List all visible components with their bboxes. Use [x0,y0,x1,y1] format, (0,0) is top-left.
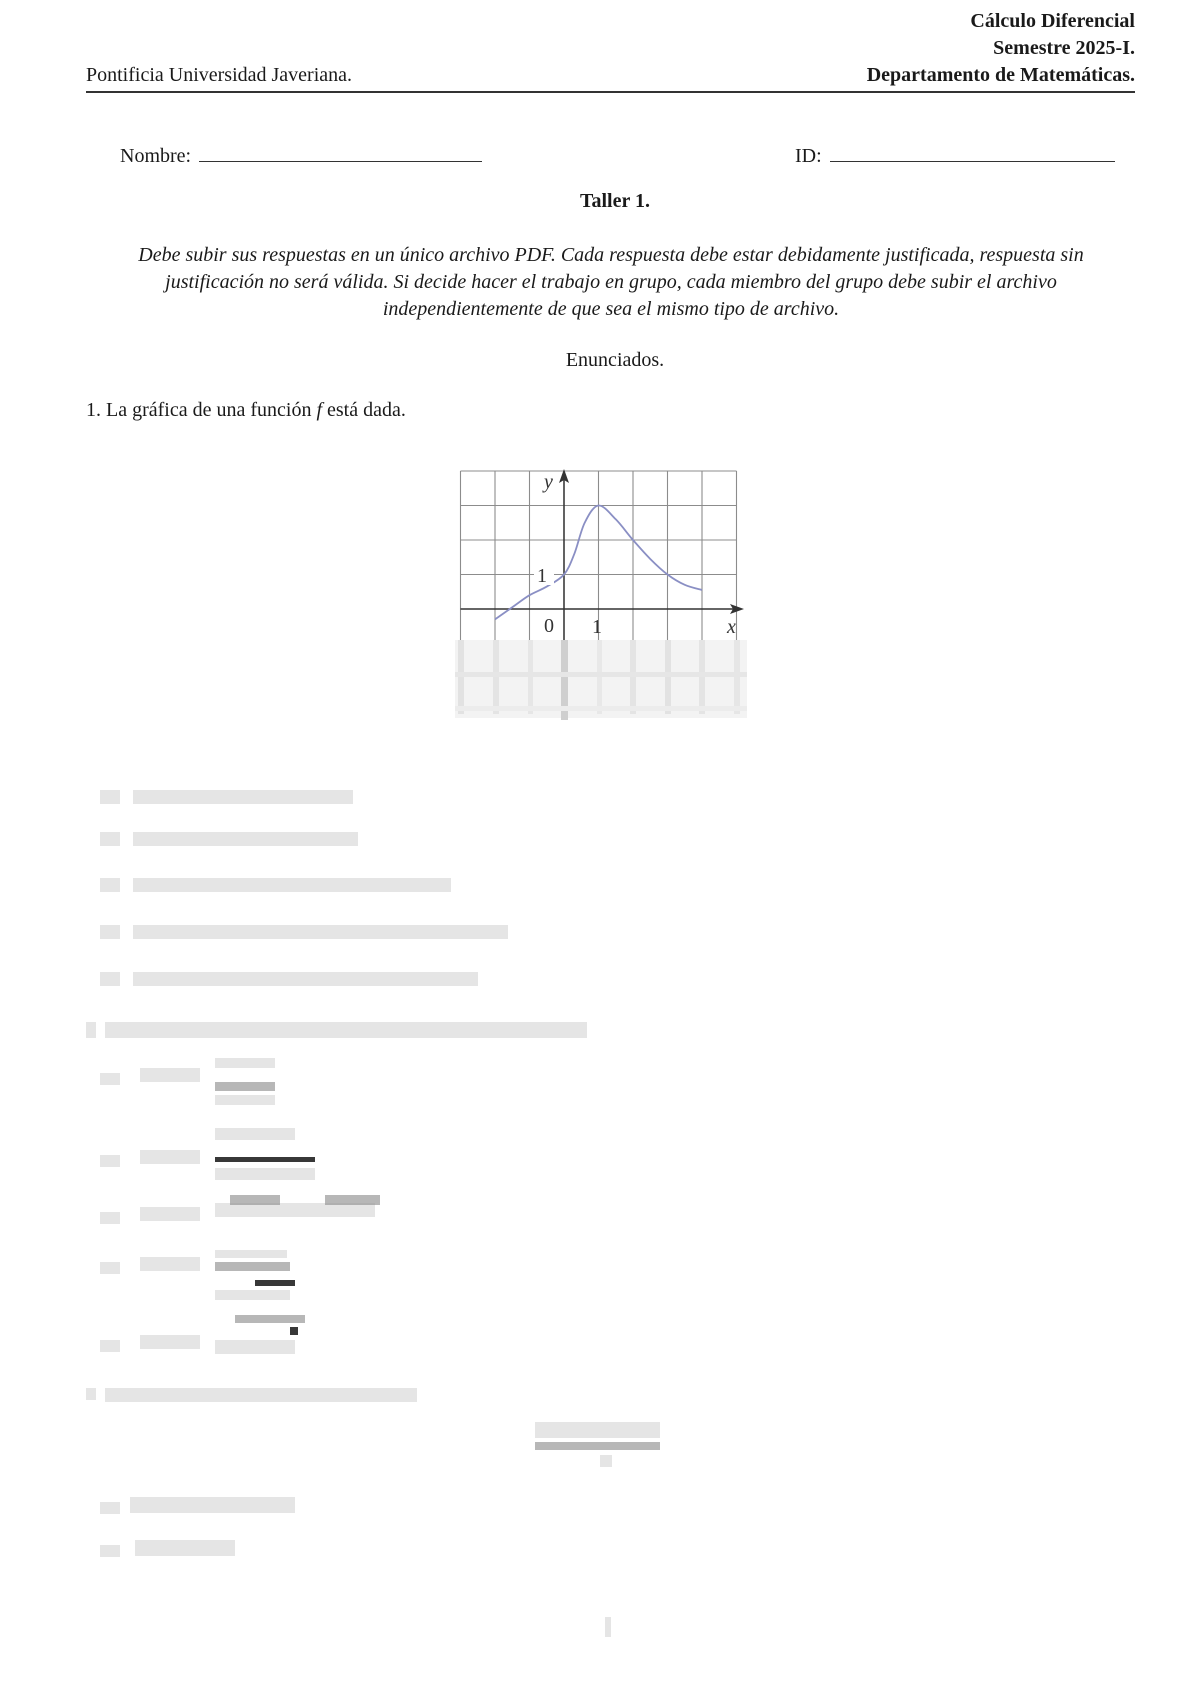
section-heading: Enunciados. [565,349,665,371]
blurred-text-block [100,1073,120,1085]
blurred-text-block [215,1128,295,1140]
blurred-text-block [100,1340,120,1352]
name-label: Nombre: [120,145,192,167]
x-tick-label-0: 0 [544,615,554,637]
question-1 [86,399,406,422]
blurred-text-block [133,790,353,804]
blurred-text-block [86,1022,96,1038]
blurred-text-block [130,1497,295,1513]
name-blank-line[interactable] [199,160,482,162]
blurred-text-block [140,1207,200,1221]
blurred-text-block [535,1442,660,1450]
blurred-text-block [215,1157,315,1162]
y-tick-label-1: 1 [537,565,547,587]
blurred-text-block [215,1250,287,1258]
blurred-text-block [100,1545,120,1557]
blurred-text-block [133,972,478,986]
blurred-text-block [100,878,120,892]
blurred-text-block [140,1335,200,1349]
name-field[interactable] [120,145,482,168]
id-blank-line[interactable] [830,160,1115,162]
blurred-text-block [600,1455,612,1467]
y-axis-label: y [544,471,553,493]
blurred-text-block [100,1212,120,1224]
course-header [867,8,1135,89]
question-text-after: está dada. [327,399,406,421]
graph-blurred-region [455,640,747,720]
department: Departamento de Matemáticas. [866,64,1135,86]
blurred-text-block [100,925,120,939]
blurred-text-block [100,1502,120,1514]
blurred-text-block [290,1327,298,1335]
instructions: Debe subir sus respuestas en un único archivo PDF. Cada respuesta debe estar debidamente justificada, respuesta sin justificación no será válida. Si decide hacer el trabajo en grupo, cada miembro del grupo debe subir el archivo independientemente de que sea el mismo tipo de archivo. [138,244,1084,320]
header-rule [86,91,1135,93]
blurred-text-block [215,1203,375,1217]
institution-name: Pontificia Universidad Javeriana. [86,64,353,86]
blurred-text-block [215,1082,275,1091]
blurred-text-block [105,1388,417,1402]
course-name: Cálculo Diferencial [970,10,1135,32]
id-field[interactable] [795,145,1115,168]
blurred-text-block [215,1168,315,1180]
blurred-text-block [215,1340,295,1354]
blurred-text-block [230,1195,280,1205]
blurred-text-block [133,925,508,939]
x-tick-label-1: 1 [592,616,602,638]
blurred-text-block [140,1068,200,1082]
function-graph [455,465,755,730]
blurred-text-block [105,1022,587,1038]
blurred-text-block [235,1315,305,1323]
blurred-text-block [215,1095,275,1105]
page-title: Taller 1. [579,190,650,212]
semester: Semestre 2025-I. [993,37,1135,59]
blurred-text-block [215,1058,275,1068]
id-label: ID: [795,145,822,167]
blurred-text-block [325,1195,380,1205]
blurred-text-block [215,1290,290,1300]
blurred-text-block [215,1262,290,1271]
blurred-text-block [100,1155,120,1167]
blurred-text-block [535,1422,660,1438]
blurred-text-block [86,1388,96,1400]
question-number: 1. [86,399,101,421]
blurred-text-block [135,1540,235,1556]
blurred-text-block [140,1150,200,1164]
blurred-text-block [100,832,120,846]
x-axis-label: x [727,616,736,638]
blurred-text-block [100,790,120,804]
blurred-text-block [133,832,358,846]
blurred-text-block [605,1617,611,1637]
question-text-before: La gráfica de una función [106,399,312,421]
blurred-text-block [140,1257,200,1271]
blurred-text-block [255,1280,295,1286]
blurred-text-block [100,972,120,986]
blurred-text-block [133,878,451,892]
function-variable: f [316,399,323,421]
blurred-text-block [100,1262,120,1274]
